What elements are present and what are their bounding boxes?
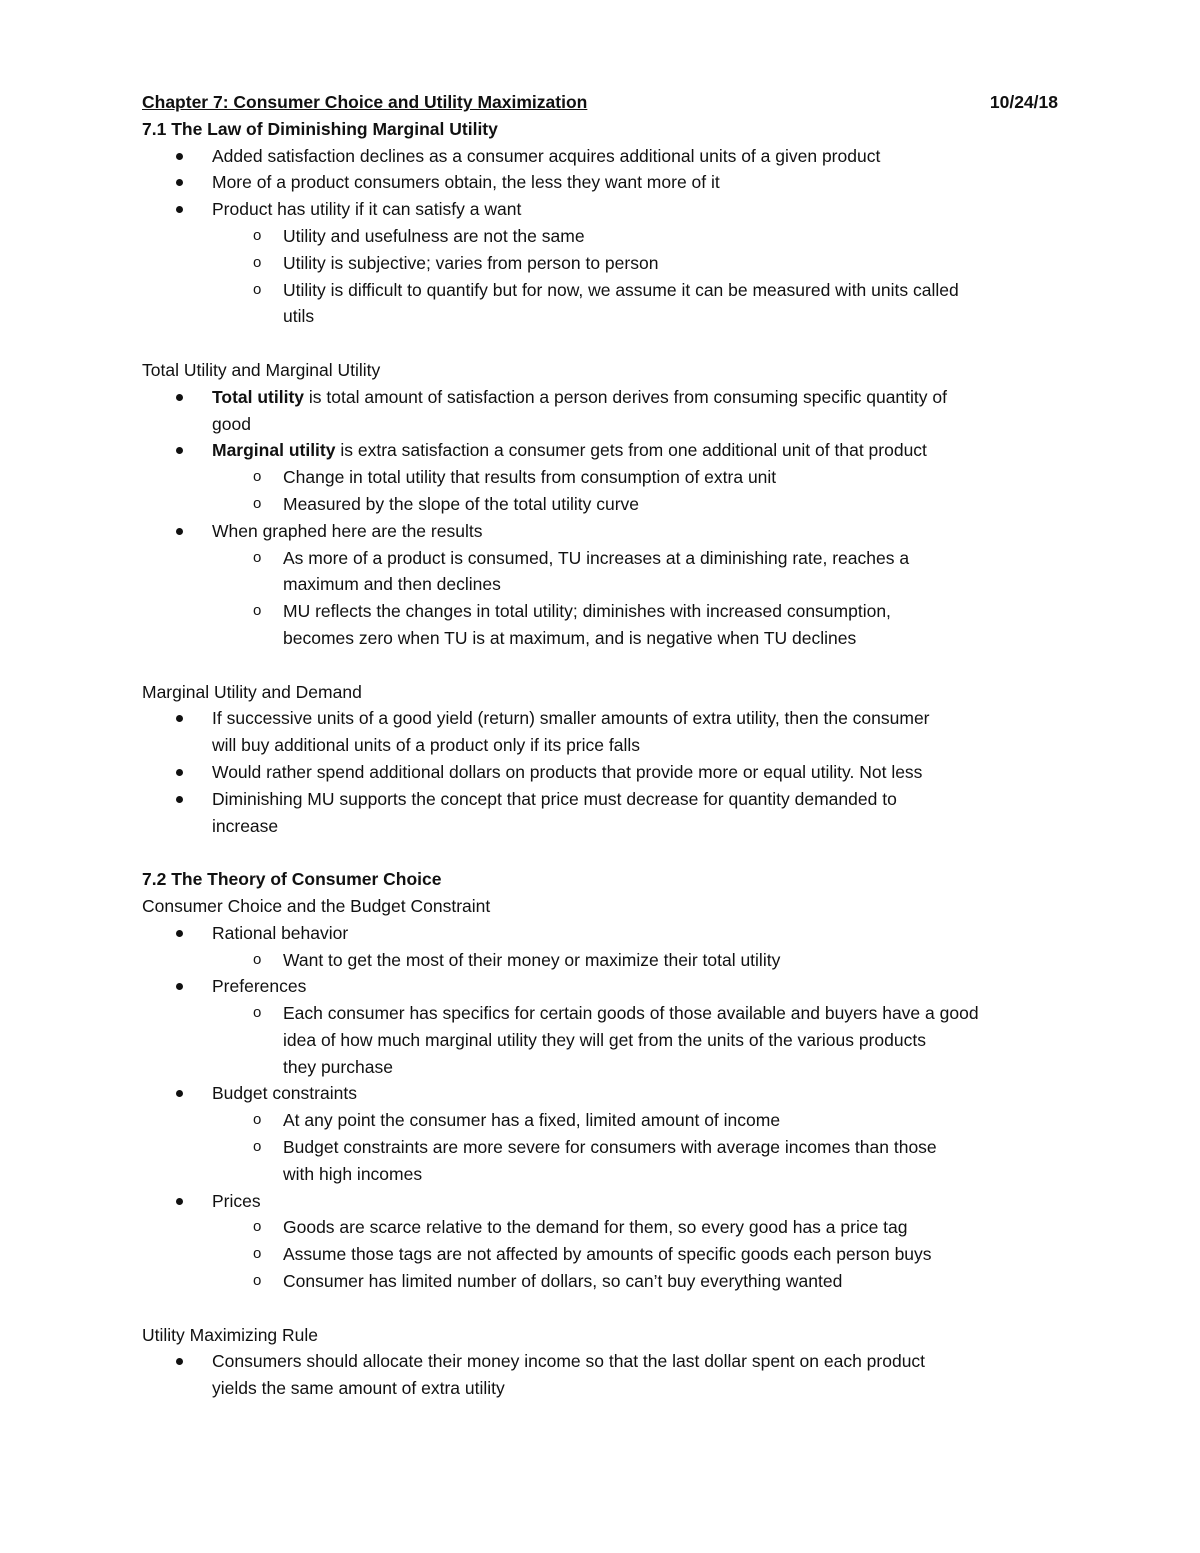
sub-bullet-icon: o [253,1111,262,1129]
subsection-heading-utility-maximizing-rule: Utility Maximizing Rule [142,1324,319,1345]
bullet-icon [176,179,183,186]
bullet-icon [176,769,183,776]
sub-list-item: o Want to get the most of their money or maximize their total utility [142,947,1072,974]
sub-bullet-icon: o [253,548,262,566]
list-item-continuation: increase [212,815,279,836]
bullet-icon [176,796,183,803]
list-item: Budget constraints [142,1080,1072,1107]
sub-bullet-icon: o [253,494,262,512]
sub-list-item: o At any point the consumer has a fixed, limited amount of income [142,1107,1072,1134]
sub-bullet-icon: o [253,602,262,620]
sub-bullet-icon: o [253,468,262,486]
list-item: More of a product consumers obtain, the less they want more of it [142,169,1072,196]
sub-bullet-icon: o [253,950,262,968]
date-label: 10/24/18 [989,92,1058,112]
list-item-continuation: good [212,413,251,434]
bullet-icon [176,1358,183,1365]
list-item: Product has utility if it can satisfy a want [142,196,1072,223]
sub-list-item: o Goods are scarce relative to the demand for them, so every good has a price tag [142,1214,1072,1241]
list-item: Diminishing MU supports the concept that price must decrease for quantity demanded to [142,786,1072,813]
bullet-icon [176,715,183,722]
bullet-icon [176,1198,183,1205]
sub-list-item: o Utility is difficult to quantify but for now, we assume it can be measured with units called [142,277,1072,304]
sub-list-item-continuation: with high incomes [283,1163,423,1184]
section-heading-7-1: 7.1 The Law of Diminishing Marginal Utility [142,118,498,139]
subsection-heading-total-marginal-utility: Total Utility and Marginal Utility [142,359,381,380]
bullet-icon [176,153,183,160]
list-item: Marginal utility is extra satisfaction a consumer gets from one additional unit of that product [142,437,1072,464]
sub-list-item: o Measured by the slope of the total utility curve [142,491,1072,518]
bullet-icon [176,394,183,401]
sub-bullet-icon: o [253,1245,262,1263]
list-item-continuation: yields the same amount of extra utility [212,1378,505,1399]
sub-list-item: o Budget constraints are more severe for consumers with average incomes than those [142,1134,1072,1161]
list-item: Prices [142,1188,1072,1215]
list-item: Consumers should allocate their money income so that the last dollar spent on each product [142,1348,1072,1375]
list-item: If successive units of a good yield (return) smaller amounts of extra utility, then the consumer [142,705,1072,732]
sub-bullet-icon: o [253,1138,262,1156]
sub-list-item-continuation: becomes zero when TU is at maximum, and is negative when TU declines [283,627,857,648]
sub-list-item: o Utility and usefulness are not the same [142,223,1072,250]
sub-list-item-continuation: idea of how much marginal utility they will get from the units of the various products [283,1029,926,1050]
list-item: Added satisfaction declines as a consumer acquires additional units of a given product [142,143,1072,170]
bullet-icon [176,930,183,937]
title-line [142,89,1072,116]
sub-list-item: o Consumer has limited number of dollars, so can’t buy everything wanted [142,1268,1072,1295]
list-item: When graphed here are the results [142,518,1072,545]
sub-bullet-icon: o [253,1004,262,1022]
sub-list-item: o Utility is subjective; varies from person to person [142,250,1072,277]
sub-list-item: o Each consumer has specifics for certain goods of those available and buyers have a good [142,1000,1072,1027]
bullet-icon [176,528,183,535]
page-title: Chapter 7: Consumer Choice and Utility Maximization [142,92,588,112]
sub-list-item-continuation: utils [283,306,315,327]
list-item: Total utility is total amount of satisfaction a person derives from consuming specific quantity of [142,384,1072,411]
sub-list-item: o MU reflects the changes in total utility; diminishes with increased consumption, [142,598,1072,625]
bullet-icon [176,1090,183,1097]
sub-bullet-icon: o [253,1218,262,1236]
list-item: Would rather spend additional dollars on products that provide more or equal utility. Not less [142,759,1072,786]
list-item-continuation: will buy additional units of a product only if its price falls [212,735,640,756]
list-item: Rational behavior [142,920,1072,947]
bullet-icon [176,206,183,213]
sub-bullet-icon: o [253,1272,262,1290]
subsection-heading-marginal-utility-demand: Marginal Utility and Demand [142,681,362,702]
sub-bullet-icon: o [253,280,262,298]
list-item: Preferences [142,973,1072,1000]
subsection-heading-budget-constraint: Consumer Choice and the Budget Constraint [142,895,491,916]
bullet-icon [176,447,183,454]
document-body [142,89,1072,1402]
bullet-icon [176,983,183,990]
sub-list-item: o Change in total utility that results from consumption of extra unit [142,464,1072,491]
sub-list-item-continuation: maximum and then declines [283,574,501,595]
section-heading-7-2: 7.2 The Theory of Consumer Choice [142,869,442,890]
sub-list-item: o As more of a product is consumed, TU increases at a diminishing rate, reaches a [142,545,1072,572]
sub-list-item-continuation: they purchase [283,1056,393,1077]
sub-bullet-icon: o [253,226,262,244]
sub-bullet-icon: o [253,253,262,271]
sub-list-item: o Assume those tags are not affected by amounts of specific goods each person buys [142,1241,1072,1268]
